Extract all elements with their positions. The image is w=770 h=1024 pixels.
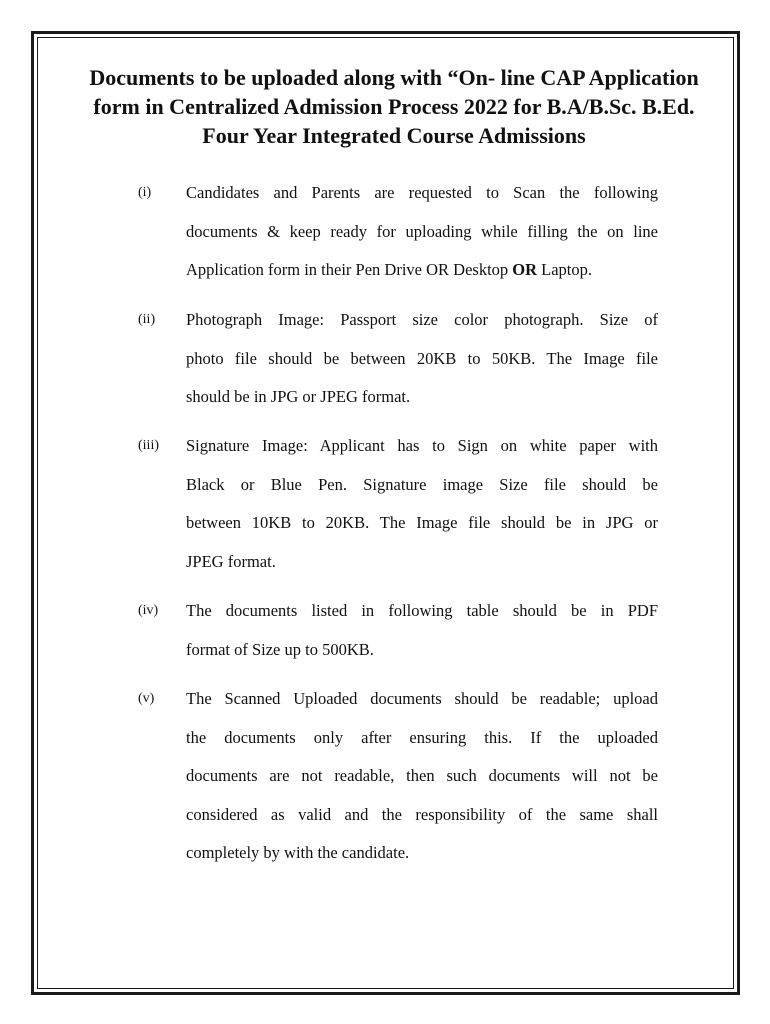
- item-marker: (i): [138, 185, 152, 200]
- item-line: photo file should be between 20KB to 50KB. The Image file: [186, 348, 658, 368]
- item-line: Black or Blue Pen. Signature image Size file should be: [186, 474, 658, 494]
- item-line: documents & keep ready for uploading while filling the on line: [186, 221, 658, 241]
- item-line: between 10KB to 20KB. The Image file should be in JPG or: [186, 513, 658, 532]
- item-text: [186, 301, 658, 417]
- item-line: Photograph Image: Passport size color photograph. Size of: [186, 310, 658, 329]
- title-line-3: Four Year Integrated Course Admissions: [202, 123, 586, 148]
- item-text: [186, 427, 658, 581]
- item-line: format of Size up to 500KB.: [186, 639, 374, 659]
- item-text: [186, 680, 658, 873]
- item-marker: (iii): [138, 438, 159, 453]
- item-text: [186, 592, 658, 669]
- item-line: [186, 251, 658, 290]
- item-marker: (ii): [138, 312, 156, 327]
- item-line: should be in JPG or JPEG format.: [186, 387, 411, 406]
- item-line: JPEG format.: [186, 551, 276, 571]
- title-line-1: Documents to be uploaded along with “On- line CAP Application: [89, 65, 699, 90]
- line-text: Laptop.: [537, 260, 593, 279]
- item-line: The documents listed in following table should be in PDF: [186, 601, 658, 620]
- item-marker: (v): [138, 691, 155, 706]
- item-line: The Scanned Uploaded documents should be readable; upload: [186, 689, 658, 708]
- item-text: [186, 174, 658, 290]
- item-marker: (iv): [138, 603, 159, 618]
- title-line-2: form in Centralized Admission Process 2022 for B.A/B.Sc. B.Ed.: [93, 94, 695, 119]
- item-line: completely by with the candidate.: [186, 843, 410, 862]
- document-title: [50, 63, 738, 150]
- item-line: considered as valid and the responsibility of the same shall: [186, 804, 658, 824]
- item-line: the documents only after ensuring this. If the uploaded: [186, 727, 658, 747]
- bold-or: OR: [512, 260, 538, 279]
- item-line: Signature Image: Applicant has to Sign on white paper with: [186, 436, 658, 455]
- item-line: documents are not readable, then such documents will not be: [186, 766, 658, 785]
- line-text: Application form in their Pen Drive OR Desktop: [186, 260, 513, 279]
- item-line: Candidates and Parents are requested to Scan the following: [186, 183, 658, 202]
